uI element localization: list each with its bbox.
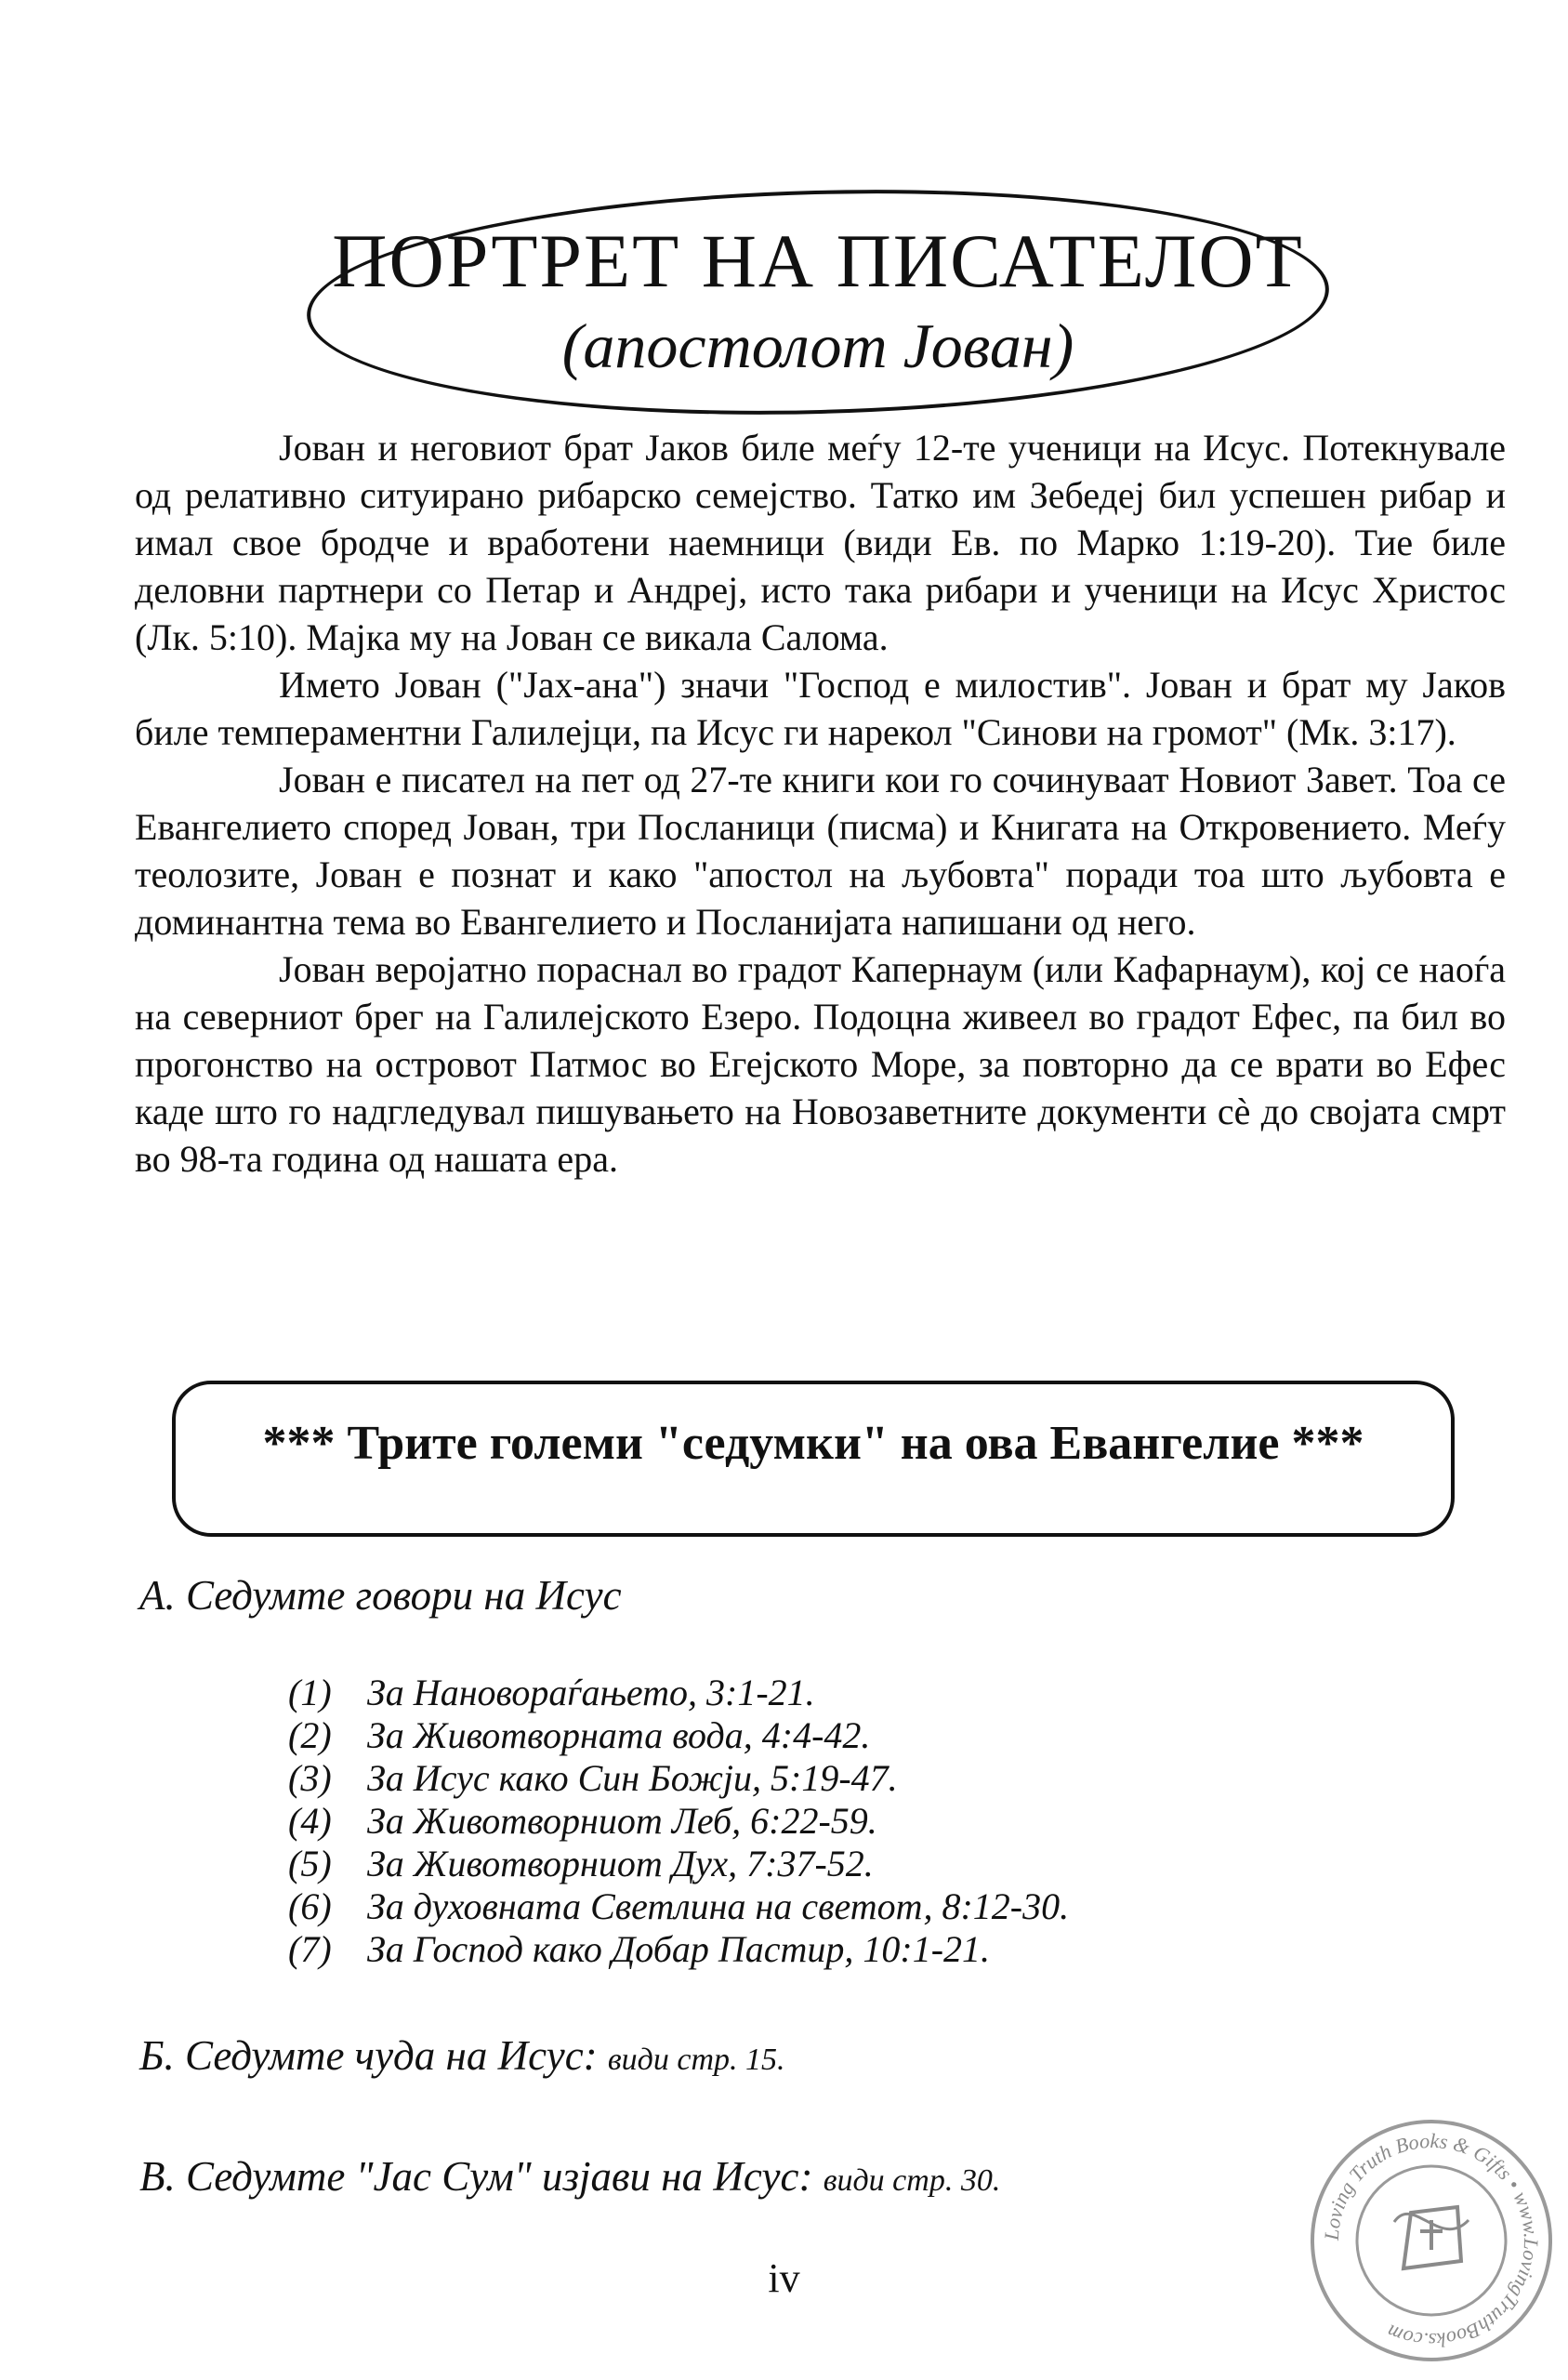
section-title: *** Трите големи "седумки" на ова Евангелие ***	[262, 1417, 1364, 1470]
watermark-text: Loving Truth Books & Gifts • www.LovingTruthBooks.com	[1319, 2128, 1544, 2353]
list-item: (4) За Животворниот Леб, 6:22-59.	[288, 1800, 877, 1842]
list-item: (5) За Животворниот Дух, 7:37-52.	[288, 1843, 874, 1884]
paragraph-4: Јован веројатно пораснал во градот Капернаум (или Кафарнаум), кој се наоѓа на северниот брег на Галилејското Езеро. Подоцна живеел во градот Ефес, па бил во прогонство на островот Патмос во Егејското Море, за повторно да се врати во Ефес каде што го надгледувал пишувањето на Новозаветните документи сѐ до својата смрт во 98-та година од нашата ера.	[135, 948, 1506, 1180]
list-item: (2) За Животворната вода, 4:4-42.	[288, 1714, 871, 1756]
page-reference: види стр. 30.	[823, 2163, 1001, 2198]
page-reference: види стр. 15.	[607, 2043, 785, 2077]
paragraph-2: Името Јован ("Јах-ана") значи "Господ е милостив". Јован и брат му Јаков биле темпераментни Галилејци, па Исус ги нарекол "Синови на громот" (Мк. 3:17).	[135, 664, 1506, 753]
list-a-heading: А. Седумте говори на Исус	[139, 1572, 622, 1619]
list-item: (3) За Исус како Син Божји, 5:19-47.	[288, 1757, 898, 1799]
watermark-seal-icon	[1301, 2110, 1561, 2371]
page-title: ПОРТРЕТ НА ПИСАТЕЛОТ	[332, 218, 1304, 303]
paragraph-3: Јован е писател на пет од 27-те книги кои го сочинуваат Новиот Завет. Тоа се Евангелието според Јован, три Посланици (писма) и Книгата на Откровението. Меѓу теолозите, Јован е познат и како "апостол на љубовта" поради тоа што љубовта е доминантна тема во Евангелието и Посланијата напишани од него.	[135, 759, 1506, 943]
list-item: (7) За Господ како Добар Пастир, 10:1-21.	[288, 1928, 991, 1970]
list-c-heading: В. Седумте "Јас Сум" изјави на Исус: види стр. 30.	[139, 2153, 1001, 2200]
list-item: (1) За Нановораѓањето, 3:1-21.	[288, 1672, 815, 1713]
page-subtitle: (апостолот Јован)	[561, 311, 1074, 381]
talks-list	[288, 1672, 1069, 1971]
biography-text	[135, 424, 1506, 1183]
list-b-heading: Б. Седумте чуда на Исус: види стр. 15.	[139, 2032, 785, 2079]
page-number: iv	[768, 2255, 800, 2301]
list-item: (6) За духовната Светлина на светот, 8:12-30.	[288, 1885, 1070, 1927]
paragraph-1: Јован и неговиот брат Јаков биле меѓу 12-те ученици на Исус. Потекнувале од релативно ситуирано рибарско семејство. Татко им Зебедеј бил успешен рибар и имал свое бродче и вработени наемници (види Ев. по Марко 1:19-20). Тие биле деловни партнери со Петар и Андреј, исто така рибари и ученици на Исус Христос (Лк. 5:10). Мајка му на Јован се викала Салома.	[135, 427, 1506, 658]
